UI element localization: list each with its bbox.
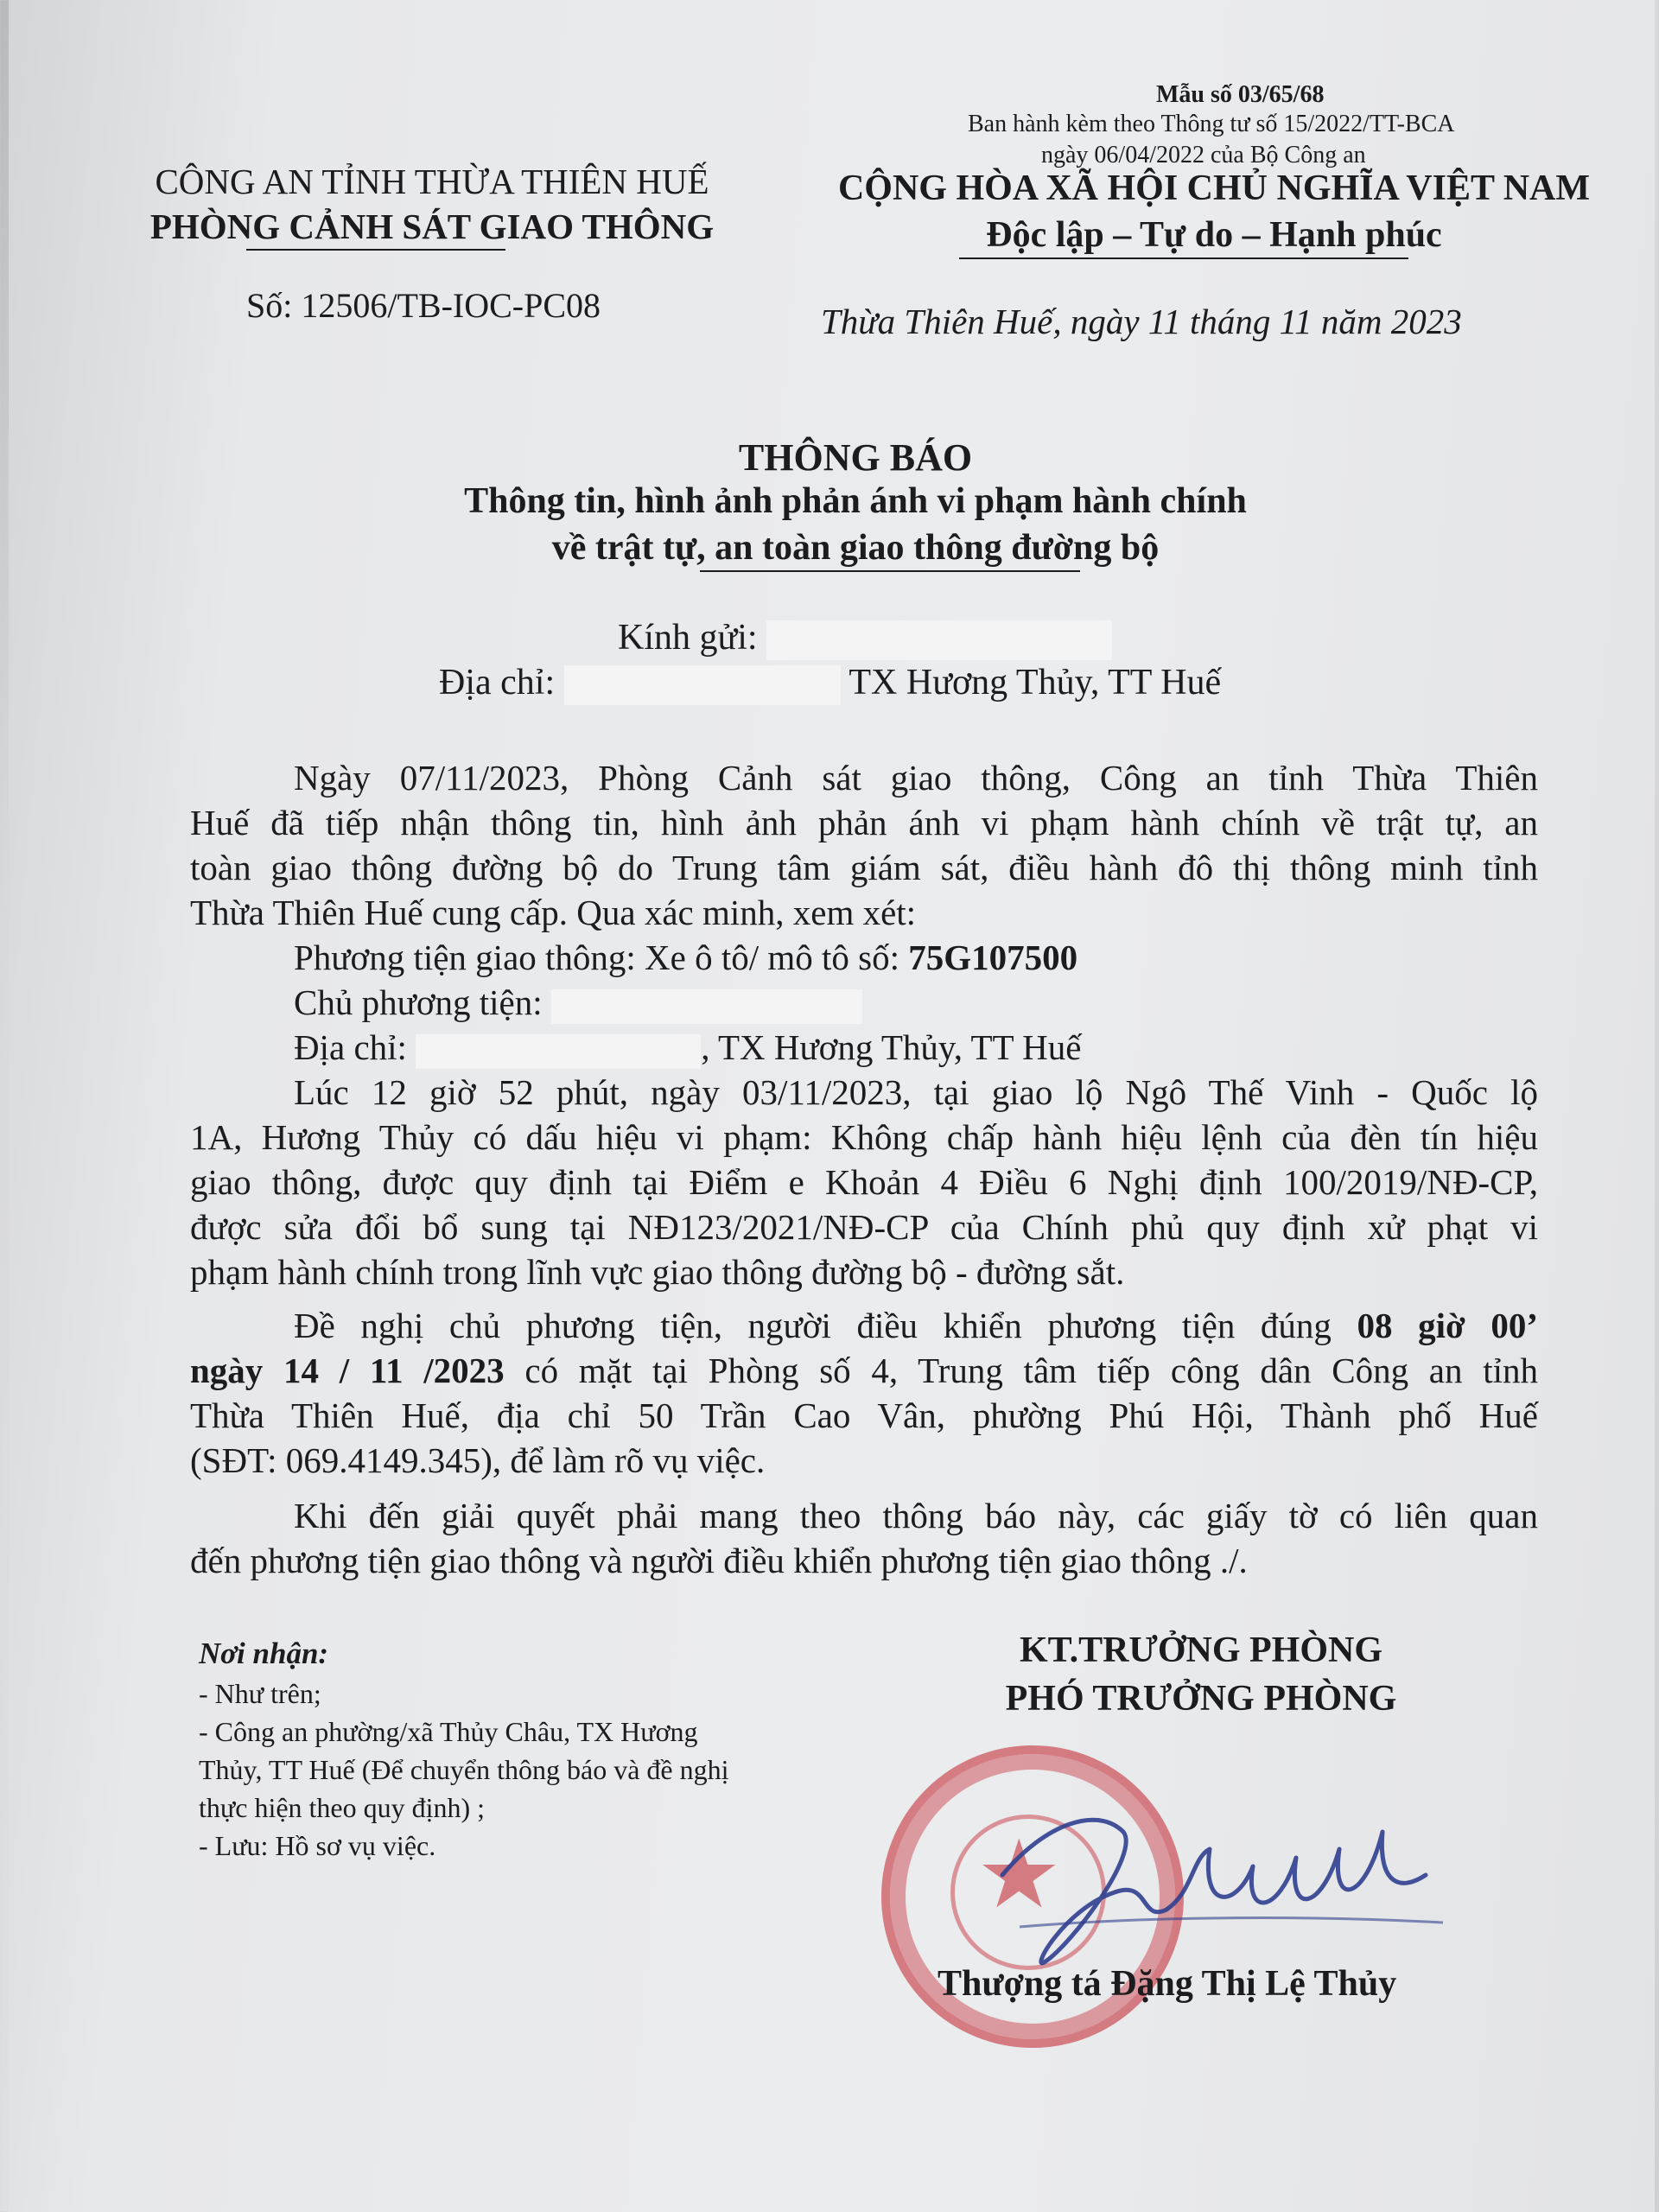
para2-line3: giao thông, được quy định tại Điểm e Khoản 4 Điều 6 Nghị định 100/2019/NĐ-CP, xyxy=(190,1162,1538,1202)
notice-title: THÔNG BÁO xyxy=(738,436,973,479)
agency-parent: CÔNG AN TỈNH THỪA THIÊN HUẾ xyxy=(155,162,709,201)
owner-line xyxy=(294,980,1642,1025)
para1-line4: Thừa Thiên Huế cung cấp. Qua xác minh, xem xét: xyxy=(190,893,917,932)
recipient-address-label: Địa chỉ: xyxy=(439,663,556,702)
receivers-item1: - Như trên; xyxy=(199,1678,321,1709)
notice-subtitle-1: Thông tin, hình ảnh phản ánh vi phạm hành chính xyxy=(464,481,1247,521)
agency-underline xyxy=(246,249,505,251)
seal-star-icon: ★ xyxy=(976,1822,1062,1928)
appointment-date: ngày 14 / 11 /2023 xyxy=(190,1351,505,1390)
national-title: CỘNG HÒA XÃ HỘI CHỦ NGHĨA VIỆT NAM xyxy=(837,168,1591,208)
receivers-item2-line2: Thủy, TT Huế (Để chuyển thông báo và đề nghị xyxy=(199,1754,729,1785)
para4-line1: Khi đến giải quyết phải mang theo thông báo này, các giấy tờ có liên quan xyxy=(294,1496,1538,1535)
para3-line2-text: có mặt tại Phòng số 4, Trung tâm tiếp công dân Công an tỉnh xyxy=(524,1351,1538,1390)
para3-line4: (SĐT: 069.4149.345), để làm rõ vụ việc. xyxy=(190,1440,766,1480)
recipient-address-redacted xyxy=(564,665,841,705)
para1-line2: Huế đã tiếp nhận thông tin, hình ảnh phản ánh vi phạm hành chính về trật tự, an xyxy=(190,803,1538,842)
para2-line4: được sửa đổi bổ sung tại NĐ123/2021/NĐ-CP của Chính phủ quy định xử phạt vi xyxy=(190,1207,1538,1247)
signer-name: Thượng tá Đặng Thị Lệ Thủy xyxy=(938,1964,1397,2004)
para3-line2 xyxy=(190,1348,1538,1393)
recipient-label: Kính gửi: xyxy=(618,618,758,658)
recipient-address-line xyxy=(439,662,1221,705)
notice-subtitle-2: về trật tự, an toàn giao thông đường bộ xyxy=(551,528,1160,568)
recipient-line xyxy=(618,617,1112,660)
signer-title-2: PHÓ TRƯỞNG PHÒNG xyxy=(1005,1679,1397,1719)
form-code: Mẫu số 03/65/68 xyxy=(1156,81,1325,108)
vehicle-label: Phương tiện giao thông: Xe ô tô/ mô tô số: xyxy=(294,938,900,977)
signer-title-1: KT.TRƯỞNG PHÒNG xyxy=(1020,1630,1382,1670)
para2-line2: 1A, Hương Thủy có dấu hiệu vi phạm: Không chấp hành hiệu lệnh của đèn tín hiệu xyxy=(190,1117,1538,1157)
para3-line1-text: Đề nghị chủ phương tiện, người điều khiển phương tiện đúng xyxy=(294,1306,1332,1345)
owner-address-tail: , TX Hương Thủy, TT Huế xyxy=(701,1027,1082,1067)
owner-address-line xyxy=(294,1025,1642,1070)
document-page xyxy=(9,0,1655,2212)
receivers-heading: Nơi nhận: xyxy=(199,1637,329,1670)
para3-line1 xyxy=(294,1303,1538,1348)
title-underline xyxy=(700,570,1080,572)
owner-address-label: Địa chỉ: xyxy=(294,1027,407,1067)
recipient-address-tail: TX Hương Thủy, TT Huế xyxy=(849,663,1222,702)
para1-line1: Ngày 07/11/2023, Phòng Cảnh sát giao thông, Công an tỉnh Thừa Thiên xyxy=(294,758,1538,798)
document-number: Số: 12506/TB-IOC-PC08 xyxy=(246,286,601,325)
form-ref-line2: ngày 06/04/2022 của Bộ Công an xyxy=(1041,142,1366,168)
recipient-name-redacted xyxy=(766,620,1112,660)
vehicle-line xyxy=(294,935,1642,980)
para4-line2: đến phương tiện giao thông và người điều khiển phương tiện giao thông ./. xyxy=(190,1541,1248,1580)
appointment-time: 08 giờ 00’ xyxy=(1357,1306,1539,1345)
receivers-item2-line3: thực hiện theo quy định) ; xyxy=(199,1792,486,1823)
para3-line3: Thừa Thiên Huế, địa chỉ 50 Trần Cao Vân, phường Phú Hội, Thành phố Huế xyxy=(190,1395,1538,1435)
para2-line1: Lúc 12 giờ 52 phút, ngày 03/11/2023, tại giao lộ Ngô Thế Vinh - Quốc lộ xyxy=(294,1072,1538,1112)
para1-line3: toàn giao thông đường bộ do Trung tâm giám sát, điều hành đô thị thông minh tỉnh xyxy=(190,848,1538,887)
para2-line5: phạm hành chính trong lĩnh vực giao thông đường bộ - đường sắt. xyxy=(190,1252,1125,1292)
agency-unit: PHÒNG CẢNH SÁT GIAO THÔNG xyxy=(149,207,715,246)
owner-name-redacted xyxy=(551,989,862,1024)
national-motto: Độc lập – Tự do – Hạnh phúc xyxy=(986,215,1442,255)
vehicle-plate: 75G107500 xyxy=(908,938,1078,977)
motto-underline xyxy=(959,257,1408,259)
form-ref-line1: Ban hành kèm theo Thông tư số 15/2022/TT-BCA xyxy=(968,111,1455,137)
handwritten-signature xyxy=(994,1771,1443,1970)
owner-label: Chủ phương tiện: xyxy=(294,982,543,1022)
receivers-item3: - Lưu: Hồ sơ vụ việc. xyxy=(199,1830,436,1861)
place-date: Thừa Thiên Huế, ngày 11 tháng 11 năm 2023 xyxy=(821,302,1462,341)
receivers-item2-line1: - Công an phường/xã Thủy Châu, TX Hương xyxy=(199,1716,698,1747)
owner-address-redacted xyxy=(416,1034,701,1069)
